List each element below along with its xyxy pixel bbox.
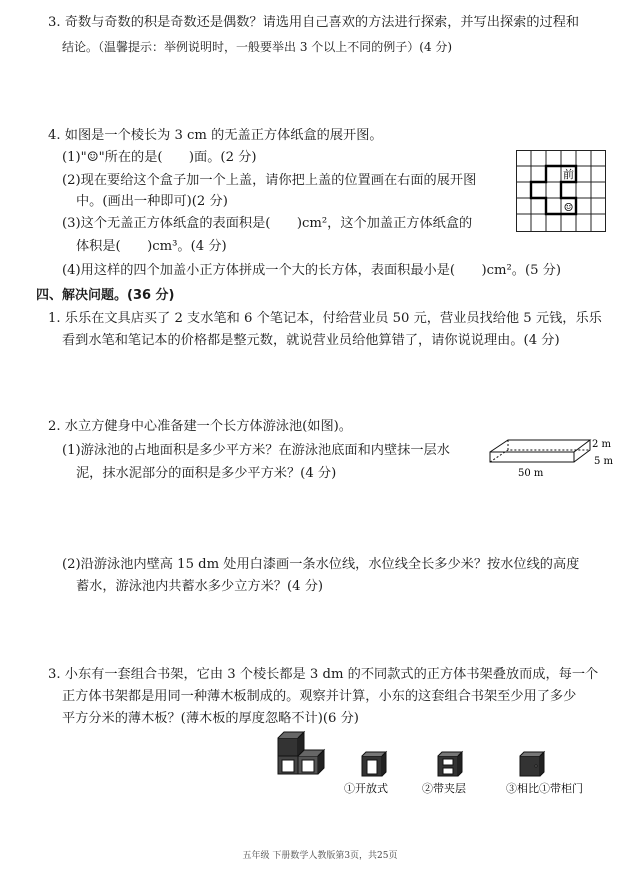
shelf-open: [362, 752, 386, 776]
pool-diagram: [488, 436, 638, 482]
p3-line3: 平方分米的薄木板？(薄木板的厚度忽略不计)(6 分): [62, 711, 359, 726]
q3-line2: 结论。（温馨提示：举例说明时，一般要举出 3 个以上不同的例子）(4 分): [62, 40, 453, 54]
cube-net-grid[interactable]: [516, 150, 606, 232]
q4-sub3b: 体积是( )cm³。(4 分): [76, 239, 227, 254]
section4-heading: 四、解决问题。(36 分): [36, 288, 175, 303]
p2-sub1a: (1)游泳池的占地面积是多少平方米？在游泳池底面和内壁抹一层水: [62, 443, 450, 458]
smiley-icon: ☺: [563, 201, 574, 214]
pool-length: 50 m: [518, 468, 544, 479]
shelf-interlayer: [438, 752, 462, 776]
q4-sub2b: 中。(画出一种即可)(2 分): [76, 194, 228, 209]
p3-line1: 3. 小东有一套组合书架，它由 3 个棱长都是 3 dm 的不同款式的正方体书架叠放而成，每一个: [48, 667, 599, 682]
shelf1-label: ①开放式: [344, 782, 388, 795]
q4-sub3a: (3)这个无盖正方体纸盒的表面积是( )cm²，这个加盖正方体纸盒的: [62, 216, 473, 231]
shelf-illustrations: [262, 726, 622, 800]
page-footer: 五年级 下册数学人教版第3页，共25页: [242, 851, 398, 861]
q4-title: 4. 如图是一个棱长为 3 cm 的无盖正方体纸盒的展开图。: [48, 128, 383, 143]
q4-sub2a: (2)现在要给这个盒子加一个上盖，请你把上盖的位置画在右面的展开图: [62, 173, 477, 188]
p2-title: 2. 水立方健身中心准备建一个长方体游泳池(如图)。: [48, 419, 352, 434]
shelf3-label: ③相比①带柜门: [506, 782, 583, 795]
p3-line2: 正方体书架都是用同一种薄木板制成的。观察并计算，小东的这套组合书架至少用了多少: [62, 689, 577, 704]
pool-height: 2 m: [592, 439, 612, 450]
pool-width: 5 m: [594, 456, 614, 467]
p1-line2: 看到水笔和笔记本的价格都是整元数，就说营业员给他算错了，请你说说理由。(4 分): [62, 333, 560, 348]
combined-shelf: [278, 732, 324, 774]
shelf-door: [520, 752, 544, 776]
q3-line1: 3. 奇数与奇数的积是奇数还是偶数？请选用自己喜欢的方法进行探索，并写出探索的过程和: [48, 15, 580, 30]
q4-sub4: (4)用这样的四个加盖小正方体拼成一个大的长方体，表面积最小是( )cm²。(5 分): [62, 263, 562, 278]
net-front-label: 前: [563, 168, 574, 181]
shelf2-label: ②带夹层: [422, 782, 466, 795]
p1-line1: 1. 乐乐在文具店买了 2 支水笔和 6 个笔记本，付给营业员 50 元，营业员找给他 5 元钱，乐乐: [48, 311, 602, 326]
q4-sub1: (1)"☺"所在的是( )面。(2 分): [62, 150, 257, 165]
p2-sub1b: 泥，抹水泥部分的面积是多少平方米？(4 分): [76, 466, 337, 481]
p2-sub2b: 蓄水，游泳池内共蓄水多少立方米？(4 分): [76, 579, 324, 594]
p2-sub2a: (2)沿游泳池内壁高 15 dm 处用白漆画一条水位线，水位线全长多少米？按水位线的高度: [62, 557, 580, 572]
